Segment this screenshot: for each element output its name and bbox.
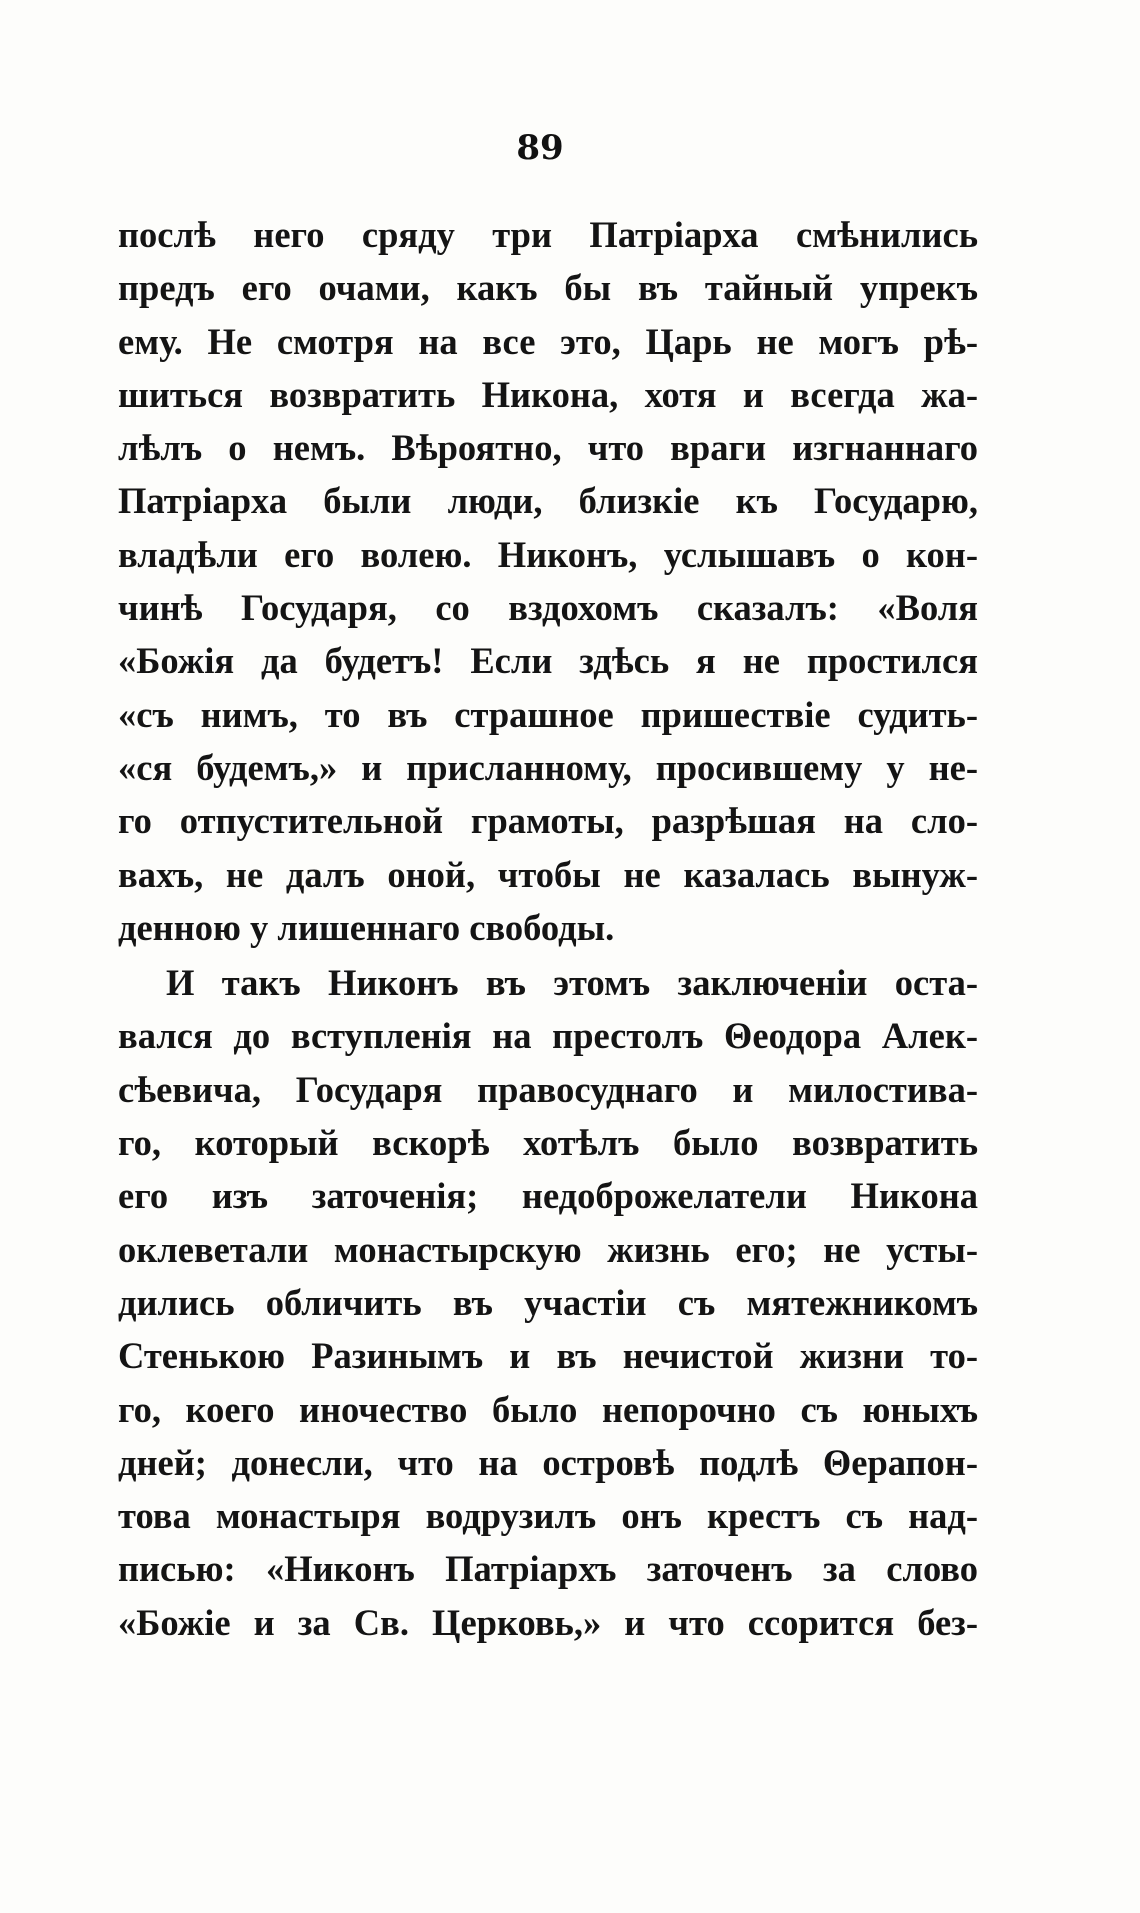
text-line: владѣли его волею. Никонъ, услышавъ о кон- (118, 533, 978, 575)
text-line: дней; донесли, что на островѣ подлѣ Θерапон- (118, 1441, 978, 1483)
text-line: писью: «Никонъ Патріархъ заточенъ за слово (118, 1548, 978, 1590)
text-line: това монастыря водрузилъ онъ крестъ съ над- (118, 1495, 978, 1537)
text-line: «Божія да будетъ! Если здѣсь я не простился (118, 640, 978, 682)
text-line: «Божіе и за Св. Церковь,» и что ссорится без- (118, 1601, 978, 1643)
text-line: денною у лишеннаго свободы. (118, 906, 615, 948)
text-line: го, коего иночество было непорочно съ юныхъ (118, 1388, 978, 1430)
text-line: «ся будемъ,» и присланному, просившему у не- (118, 746, 978, 788)
text-line: дились обличить въ участіи съ мятежникомъ (118, 1281, 978, 1323)
text-line: чинѣ Государя, со вздохомъ сказалъ: «Воля (118, 587, 978, 629)
text-line: вахъ, не далъ оной, чтобы не казалась вынуж- (118, 853, 978, 895)
text-line: предъ его очами, какъ бы въ тайный упрекъ (118, 267, 978, 309)
text-line: Стенькою Разинымъ и въ нечистой жизни то- (118, 1335, 978, 1377)
text-line: лѣлъ о немъ. Вѣроятно, что враги изгнаннаго (118, 427, 978, 469)
page-number: 89 (516, 128, 564, 168)
text-line: Патріарха были люди, близкіе къ Государю, (118, 480, 978, 522)
text-line: послѣ него сряду три Патріарха смѣнились (118, 214, 978, 255)
text-line: ему. Не смотря на все это, Царь не могъ рѣ- (118, 320, 978, 362)
text-line: оклеветали монастырскую жизнь его; не усты- (118, 1228, 978, 1270)
paragraph-1 (118, 208, 978, 954)
text-line: И такъ Никонъ въ этомъ заключеніи оста- (166, 962, 978, 1004)
body-text (118, 208, 978, 1649)
text-line: его изъ заточенія; недоброжелатели Никона (118, 1175, 978, 1217)
text-line: вался до вступленія на престолъ Θеодора Алек- (118, 1015, 978, 1057)
text-line: сѣевича, Государя правосуднаго и милостива- (118, 1068, 978, 1110)
text-line: го, который вскорѣ хотѣлъ было возвратить (118, 1122, 978, 1164)
text-line: «съ нимъ, то въ страшное пришествіе судить- (118, 693, 978, 735)
text-line: го отпустительной грамоты, разрѣшая на сло- (118, 800, 978, 842)
text-line: шиться возвратить Никона, хотя и всегда жа- (118, 373, 978, 415)
paragraph-2 (118, 956, 978, 1649)
